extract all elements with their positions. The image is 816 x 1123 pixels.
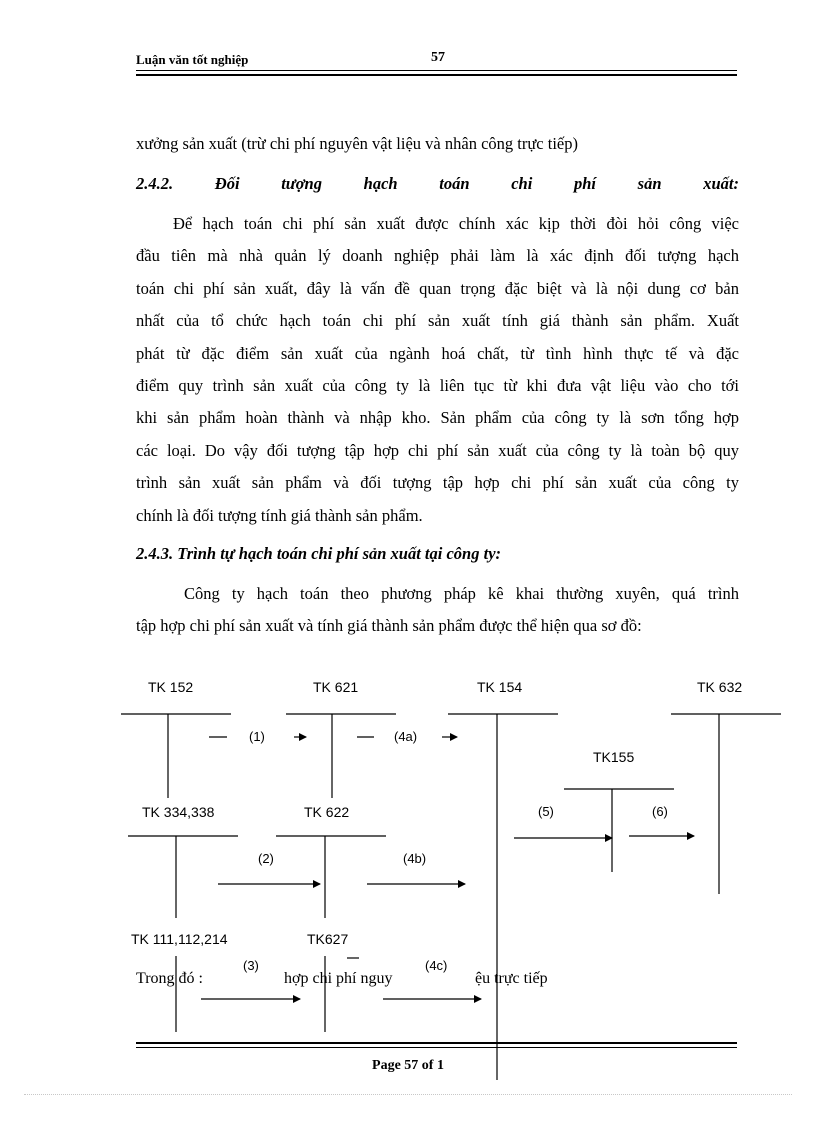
section-242-word: phí: [573, 174, 596, 193]
paragraph-line: đầu tiên mà nhà quản lý doanh nghiệp phải làm là xác định đối tượng hạch: [136, 246, 739, 266]
header-page-number: 57: [431, 50, 445, 65]
step-1-label: (1): [249, 729, 265, 744]
section-242-number: 2.4.2.: [136, 174, 174, 193]
paragraph-line: nhất của tổ chức hạch toán chi phí sản xuất tính giá thành sản phẩm. Xuất: [136, 311, 739, 331]
step-2-label: (2): [258, 851, 274, 866]
paragraph-line: trình sản xuất sản phẩm và đối tượng tập hợp chi phí sản xuất của công ty: [136, 473, 739, 493]
paragraph-line: các loại. Do vậy đối tượng tập hợp chi phí sản xuất của công ty là toàn bộ quy: [136, 440, 739, 460]
paragraph-line: Để hạch toán chi phí sản xuất được chính xác kịp thời đòi hỏi công việc: [173, 214, 739, 233]
tk154-label: TK 154: [477, 679, 523, 695]
section-242-word: sản: [637, 174, 662, 193]
section-242-word: tượng: [281, 174, 322, 193]
paragraph-line: khi sản phẩm hoàn thành và nhập kho. Sản phẩm của công ty là sơn tổng hợp: [136, 408, 739, 428]
diagram-legend-prefix: Trong đó :: [136, 970, 203, 987]
diagram-legend-middle: hợp chi phí nguy: [284, 970, 393, 987]
tk627-label: TK627: [307, 931, 349, 947]
tk334-label: TK 334,338: [142, 804, 215, 820]
paragraph-line: điểm quy trình sản xuất của công ty là liên tục từ khi đưa vật liệu vào cho tới: [136, 376, 739, 396]
header-title: Luận văn tốt nghiệp: [136, 52, 249, 67]
tk632-label: TK 632: [697, 679, 743, 695]
footer-rule-top: [136, 1042, 737, 1044]
section-242-word: hạch: [363, 174, 398, 193]
footer-rule-bottom: [136, 1047, 737, 1048]
step-3-label: (3): [243, 958, 259, 973]
paragraph-line: Công ty hạch toán theo phương pháp kê khai thường xuyên, quá trình: [184, 584, 739, 603]
page-edge-divider: [24, 1094, 792, 1095]
section-242-word: Đối: [214, 174, 240, 193]
tk152-label: TK 152: [148, 679, 194, 695]
step-6-label: (6): [652, 804, 668, 819]
step-5-label: (5): [538, 804, 554, 819]
tk111-label: TK 111,112,214: [131, 931, 228, 947]
section-242-word: toán: [439, 174, 470, 193]
section-242-word: xuất:: [703, 174, 739, 193]
step-4b-label: (4b): [403, 851, 427, 866]
diagram-legend-tail: ệu trực tiếp: [475, 970, 548, 987]
paragraph-line: tập hợp chi phí sản xuất và tính giá thành sản phẩm được thể hiện qua sơ đồ:: [136, 616, 642, 636]
paragraph-line: toán chi phí sản xuất, đây là vấn đề quan trọng đặc biệt và là nội dung cơ bản: [136, 278, 739, 298]
paragraph-line: phát từ đặc điểm sản xuất của ngành hoá chất, từ tình hình thực tế và đặc: [136, 343, 739, 363]
tk622-label: TK 622: [304, 804, 350, 820]
footer-page-label: Page 57 of 1: [372, 1058, 444, 1073]
section-242-word: chi: [511, 174, 533, 193]
step-4a-label: (4a): [394, 729, 418, 744]
section-243-heading: 2.4.3. Trình tự hạch toán chi phí sản xuất tại công ty:: [136, 544, 502, 563]
tk621-label: TK 621: [313, 679, 359, 695]
tk155-label: TK155: [593, 749, 635, 765]
step-4c-label: (4c): [425, 958, 448, 973]
intro-line: xưởng sản xuất (trừ chi phí nguyên vật liệu và nhân công trực tiếp): [136, 134, 578, 153]
paragraph-line: chính là đối tượng tính giá thành sản phẩm.: [136, 505, 423, 525]
